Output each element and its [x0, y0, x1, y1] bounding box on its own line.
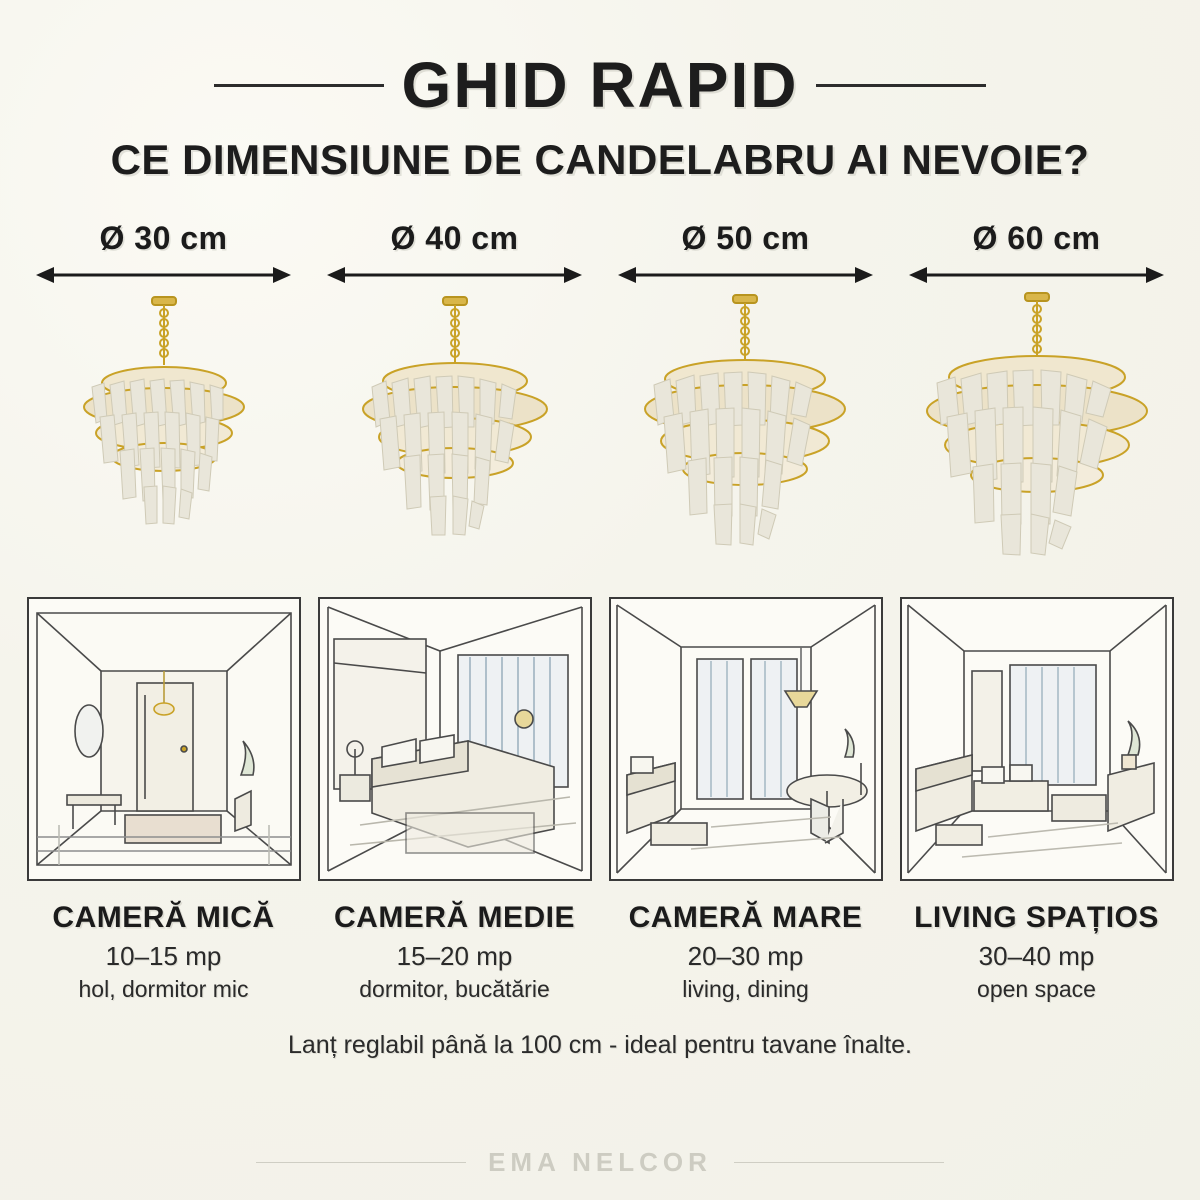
- room-area-3: 20–30 mp: [687, 941, 804, 971]
- measure-arrow-2: [327, 263, 582, 287]
- room-area-1: 10–15 mp: [105, 941, 222, 971]
- size-guide-columns: [0, 220, 1200, 1003]
- brand-row: [0, 1147, 1200, 1178]
- measure-arrow-3: [618, 263, 873, 287]
- measure-arrow-4: [909, 263, 1164, 287]
- diameter-label-2: Ø 40 cm: [390, 220, 519, 256]
- room-area-2: 15–20 mp: [396, 941, 513, 971]
- size-column-1: [22, 220, 305, 1003]
- page-title: GHID RAPID: [401, 49, 799, 121]
- room-examples-1: hol, dormitor mic: [78, 976, 249, 1002]
- room-sketch-4: [900, 597, 1174, 881]
- room-area-4: 30–40 mp: [978, 941, 1095, 971]
- size-column-4: [895, 220, 1178, 1003]
- size-column-3: [604, 220, 887, 1003]
- chandelier-illustration-3: [606, 291, 886, 591]
- room-examples-4: open space: [977, 976, 1096, 1002]
- chandelier-illustration-1: [24, 291, 304, 591]
- diameter-label-4: Ø 60 cm: [972, 220, 1101, 256]
- room-type-3: CAMERĂ MARE: [628, 901, 863, 934]
- diameter-label-1: Ø 30 cm: [99, 220, 228, 256]
- room-examples-3: living, dining: [682, 976, 809, 1002]
- title-rule-right: [816, 84, 986, 87]
- brand-name: EMA NELCOR: [488, 1147, 712, 1177]
- measure-arrow-1: [36, 263, 291, 287]
- page-subtitle: CE DIMENSIUNE DE CANDELABRU AI NEVOIE?: [110, 136, 1090, 183]
- size-column-2: [313, 220, 596, 1003]
- chandelier-illustration-2: [315, 291, 595, 591]
- room-sketch-3: [609, 597, 883, 881]
- room-type-4: LIVING SPAȚIOS: [914, 901, 1159, 934]
- title-row: [0, 48, 1200, 122]
- brand-rule-right: [734, 1162, 944, 1163]
- room-sketch-1: [27, 597, 301, 881]
- room-type-1: CAMERĂ MICĂ: [52, 901, 275, 934]
- room-type-2: CAMERĂ MEDIE: [333, 901, 575, 934]
- room-examples-2: dormitor, bucătărie: [359, 976, 550, 1002]
- room-sketch-2: [318, 597, 592, 881]
- brand-rule-left: [256, 1162, 466, 1163]
- title-rule-left: [214, 84, 384, 87]
- footnote: Lanț reglabil până la 100 cm - ideal pentru tavane înalte.: [287, 1031, 913, 1059]
- header: [0, 0, 1200, 184]
- diameter-label-3: Ø 50 cm: [681, 220, 810, 256]
- chandelier-illustration-4: [897, 291, 1177, 591]
